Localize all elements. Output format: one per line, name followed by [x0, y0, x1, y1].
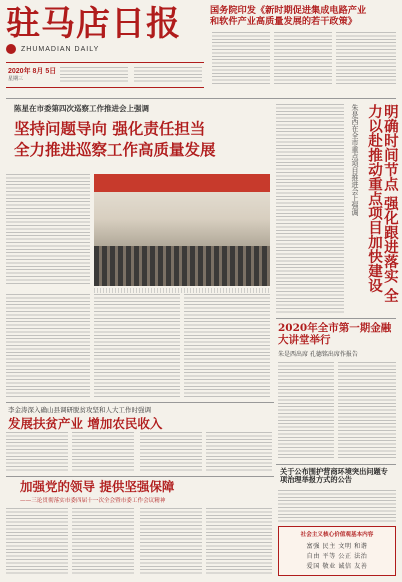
party-body-col1	[6, 508, 68, 576]
party-body-col4	[206, 508, 272, 576]
issue-date: 2020年 8月 5日	[8, 68, 57, 76]
poverty-body-col2	[72, 432, 134, 472]
divider	[6, 402, 274, 403]
party-body-col3	[140, 508, 202, 576]
poverty-kicker: 李金涛深入确山县调研脱贫攻坚和人大工作时强调	[8, 406, 151, 414]
top-article-col2	[274, 32, 332, 86]
lead-body-col1	[6, 174, 90, 284]
divider	[276, 318, 396, 319]
lead-kicker: 陈星在市委第四次巡察工作推进会上强调	[14, 104, 149, 113]
masthead-info-left	[60, 67, 128, 83]
finance-body-col2	[338, 362, 396, 460]
top-headline-line1: 国务院印发《新时期促进集成电路产业	[210, 5, 367, 16]
party-story-header	[20, 480, 270, 504]
poverty-body-col4	[206, 432, 272, 472]
values-row-1: 富强 民主 文明 和谐	[306, 543, 368, 550]
right-story-body	[276, 104, 344, 314]
notice-title: 关于公布围护营商环境突出问题专项治理举报方式的公告	[280, 467, 388, 485]
finance-body-col1	[278, 362, 334, 460]
masthead-english: ZHUMADIAN DAILY	[21, 45, 100, 53]
poverty-title: 发展扶贫产业 增加农民收入	[8, 416, 163, 431]
poverty-story-header	[8, 405, 272, 431]
meeting-photo	[94, 174, 270, 286]
notice-header	[280, 468, 394, 485]
photo-caption	[94, 288, 270, 293]
divider	[6, 476, 274, 477]
lead-body-col3	[94, 294, 180, 398]
top-article-col3	[336, 32, 396, 86]
paper-logo-icon	[6, 44, 16, 54]
date-bar	[6, 62, 204, 88]
top-headline-line2: 和软件产业高质量发展的若干政策》	[210, 15, 357, 27]
party-body-col2	[72, 508, 134, 576]
masthead	[6, 4, 204, 62]
party-sub: ——三论贯彻落实市委四届十一次全会暨市委工作会议精神	[20, 498, 166, 505]
values-row-3: 爱国 敬业 诚信 友善	[306, 563, 368, 570]
top-headline	[210, 6, 396, 27]
lead-title-2: 全力推进巡察工作高质量发展	[14, 139, 216, 159]
core-values-box	[278, 526, 396, 576]
lead-story-header	[14, 103, 284, 159]
divider	[6, 98, 396, 99]
masthead-title: 驻马店日报	[6, 4, 181, 44]
poverty-body-col1	[6, 432, 68, 472]
masthead-info-right	[134, 67, 202, 83]
lead-body-col2	[6, 294, 90, 398]
finance-story-header	[278, 322, 396, 358]
finance-sub: 朱是西出席 孔德铭出席作报告	[278, 351, 358, 359]
divider	[276, 464, 396, 465]
right-story-title: 明确时间节点 强化跟进落实 全力以赴推动重点项目加快建设	[365, 104, 399, 303]
right-story-kicker: 朱是西在全市重点项目推进会上强调	[351, 104, 359, 216]
lead-title-1: 坚持问题导向 强化责任担当	[14, 119, 206, 138]
party-title: 加强党的领导 提供坚强保障	[20, 479, 175, 494]
finance-title: 2020年全市第一期金融大讲堂举行	[278, 322, 392, 347]
values-row-2: 自由 平等 公正 法治	[306, 553, 368, 560]
poverty-body-col3	[140, 432, 202, 472]
lead-body-col4	[184, 294, 270, 398]
notice-body	[278, 490, 396, 522]
issue-weekday: 星期三	[8, 76, 24, 83]
top-article-col1	[212, 32, 270, 86]
values-title: 社会主义核心价值观基本内容	[300, 532, 374, 538]
